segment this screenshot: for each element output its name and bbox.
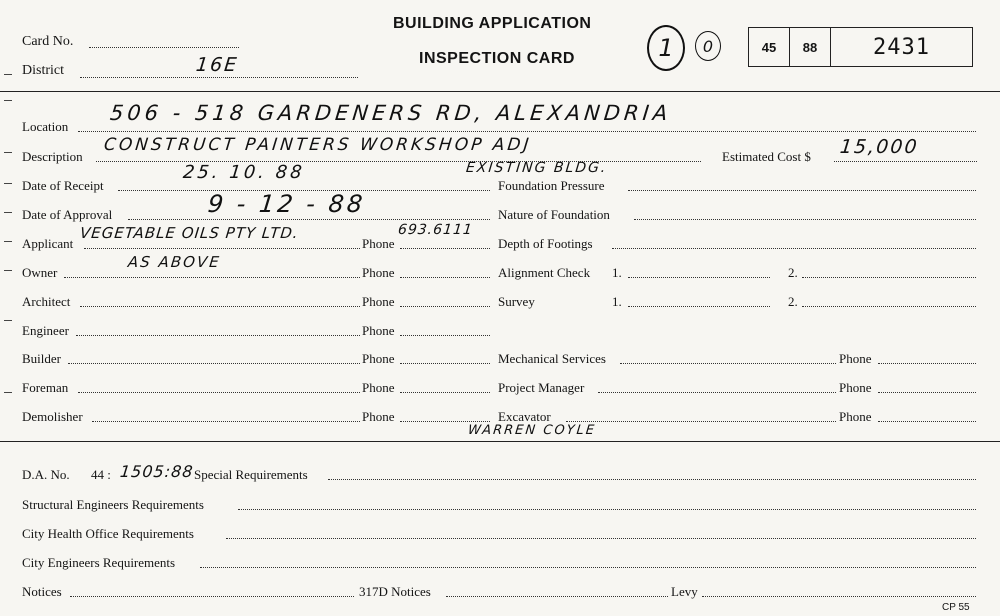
survey-2-label: 2. — [788, 294, 798, 309]
architect-field[interactable] — [80, 306, 360, 307]
description-value: CONSTRUCT PAINTERS WORKSHOP ADJ — [103, 135, 533, 155]
engineer-phone-field[interactable] — [400, 335, 490, 336]
excavator-phone-label: Phone — [839, 409, 872, 424]
margin-tick — [4, 320, 12, 321]
health-requirements-label: City Health Office Requirements — [22, 526, 194, 541]
owner-phone-field[interactable] — [400, 277, 490, 278]
location-value: 506 - 518 GARDENERS RD, ALEXANDRIA — [108, 101, 673, 125]
foreman-phone-label: Phone — [362, 380, 395, 395]
owner-label: Owner — [22, 265, 58, 280]
estimated-cost-label: Estimated Cost $ — [722, 149, 811, 164]
demolisher-label: Demolisher — [22, 409, 83, 424]
applicant-phone-value: 693.6111 — [397, 222, 474, 238]
alignment-check-label: Alignment Check — [498, 265, 591, 280]
margin-tick — [4, 212, 12, 213]
foreman-label: Foreman — [22, 380, 69, 395]
margin-tick — [4, 183, 12, 184]
margin-tick — [4, 152, 12, 153]
da-no-label: D.A. No. — [22, 467, 70, 482]
alignment-2-label: 2. — [788, 265, 798, 280]
mechanical-services-field[interactable] — [620, 363, 836, 364]
builder-label: Builder — [22, 351, 61, 366]
architect-label: Architect — [22, 294, 71, 309]
estimated-cost-field[interactable] — [834, 161, 977, 162]
estimated-cost-value: 15,000 — [838, 136, 920, 158]
survey-1-label: 1. — [612, 294, 622, 309]
nature-foundation-field[interactable] — [634, 219, 976, 220]
applicant-value: VEGETABLE OILS PTY LTD. — [79, 224, 300, 242]
depth-footings-field[interactable] — [612, 248, 976, 249]
survey-2-field[interactable] — [802, 306, 976, 307]
city-engineers-requirements-field[interactable] — [200, 567, 976, 568]
foreman-field[interactable] — [78, 392, 360, 393]
mechanical-phone-field[interactable] — [878, 363, 976, 364]
circled-mark-1: 1 — [647, 25, 685, 71]
margin-tick — [4, 74, 12, 75]
levy-field[interactable] — [702, 596, 976, 597]
description-value-2: EXISTING BLDG. — [465, 160, 609, 176]
description-label: Description — [22, 149, 83, 164]
foreman-phone-field[interactable] — [400, 392, 490, 393]
project-manager-label: Project Manager — [498, 380, 585, 395]
builder-field[interactable] — [68, 363, 360, 364]
file-box-a: 45 — [749, 28, 790, 66]
owner-phone-label: Phone — [362, 265, 395, 280]
foundation-pressure-label: Foundation Pressure — [498, 178, 605, 193]
card-no-field[interactable] — [89, 47, 239, 48]
date-receipt-value: 25. 10. 88 — [181, 162, 306, 183]
header-divider — [0, 91, 1000, 92]
applicant-field[interactable] — [84, 248, 360, 249]
da-no-value: 1505:88 — [119, 462, 195, 481]
survey-label: Survey — [498, 294, 535, 309]
mechanical-phone-label: Phone — [839, 351, 872, 366]
excavator-field[interactable] — [566, 421, 836, 422]
builder-phone-label: Phone — [362, 351, 395, 366]
demolisher-phone-label: Phone — [362, 409, 395, 424]
alignment-1-field[interactable] — [628, 277, 770, 278]
file-box-b: 88 — [790, 28, 831, 66]
district-label: District — [22, 63, 64, 78]
excavator-value: WARREN COYLE — [467, 423, 597, 438]
margin-tick — [4, 100, 12, 101]
owner-field[interactable] — [64, 277, 360, 278]
notices-317d-label: 317D Notices — [359, 584, 431, 599]
mechanical-services-label: Mechanical Services — [498, 351, 606, 366]
engineer-label: Engineer — [22, 323, 69, 338]
circled-mark-2: 0 — [695, 31, 721, 61]
notices-label: Notices — [22, 584, 62, 599]
owner-value: AS ABOVE — [127, 253, 222, 271]
card-title-line2: INSPECTION CARD — [419, 50, 575, 67]
file-box-number: 2431 — [873, 34, 930, 60]
structural-requirements-field[interactable] — [238, 509, 976, 510]
date-receipt-label: Date of Receipt — [22, 178, 104, 193]
district-field[interactable] — [80, 77, 358, 78]
architect-phone-label: Phone — [362, 294, 395, 309]
nature-foundation-label: Nature of Foundation — [498, 207, 610, 222]
depth-footings-label: Depth of Footings — [498, 236, 593, 251]
health-requirements-field[interactable] — [226, 538, 976, 539]
date-approval-label: Date of Approval — [22, 207, 113, 222]
applicant-phone-label: Phone — [362, 236, 395, 251]
margin-tick — [4, 270, 12, 271]
location-field[interactable] — [78, 131, 976, 132]
excavator-phone-field[interactable] — [878, 421, 976, 422]
file-number-boxes — [748, 27, 973, 67]
levy-label: Levy — [671, 584, 698, 599]
foundation-pressure-field[interactable] — [628, 190, 976, 191]
date-approval-value: 9 - 12 - 88 — [206, 190, 367, 218]
project-manager-field[interactable] — [598, 392, 836, 393]
alignment-2-field[interactable] — [802, 277, 976, 278]
project-manager-phone-label: Phone — [839, 380, 872, 395]
location-label: Location — [22, 119, 69, 134]
applicant-label: Applicant — [22, 236, 74, 251]
project-manager-phone-field[interactable] — [878, 392, 976, 393]
section-divider — [0, 441, 1000, 442]
demolisher-field[interactable] — [92, 421, 360, 422]
card-title-line1: BUILDING APPLICATION — [393, 15, 592, 32]
special-requirements-field[interactable] — [328, 479, 976, 480]
applicant-phone-field[interactable] — [400, 248, 490, 249]
engineer-field[interactable] — [76, 335, 360, 336]
notices-317d-field[interactable] — [446, 596, 668, 597]
structural-requirements-label: Structural Engineers Requirements — [22, 497, 204, 512]
architect-phone-field[interactable] — [400, 306, 490, 307]
margin-tick — [4, 241, 12, 242]
form-code: CP 55 — [942, 602, 970, 613]
date-approval-field[interactable] — [128, 219, 490, 220]
margin-tick — [4, 392, 12, 393]
special-requirements-label: Special Requirements — [194, 467, 308, 482]
card-no-label: Card No. — [22, 34, 74, 49]
alignment-1-label: 1. — [612, 265, 622, 280]
district-value: 16E — [194, 54, 240, 76]
demolisher-phone-field[interactable] — [400, 421, 490, 422]
city-engineers-requirements-label: City Engineers Requirements — [22, 555, 176, 570]
builder-phone-field[interactable] — [400, 363, 490, 364]
survey-1-field[interactable] — [628, 306, 770, 307]
notices-field[interactable] — [70, 596, 354, 597]
excavator-label: Excavator — [498, 409, 551, 424]
da-prefix: 44 : — [91, 467, 111, 482]
engineer-phone-label: Phone — [362, 323, 395, 338]
